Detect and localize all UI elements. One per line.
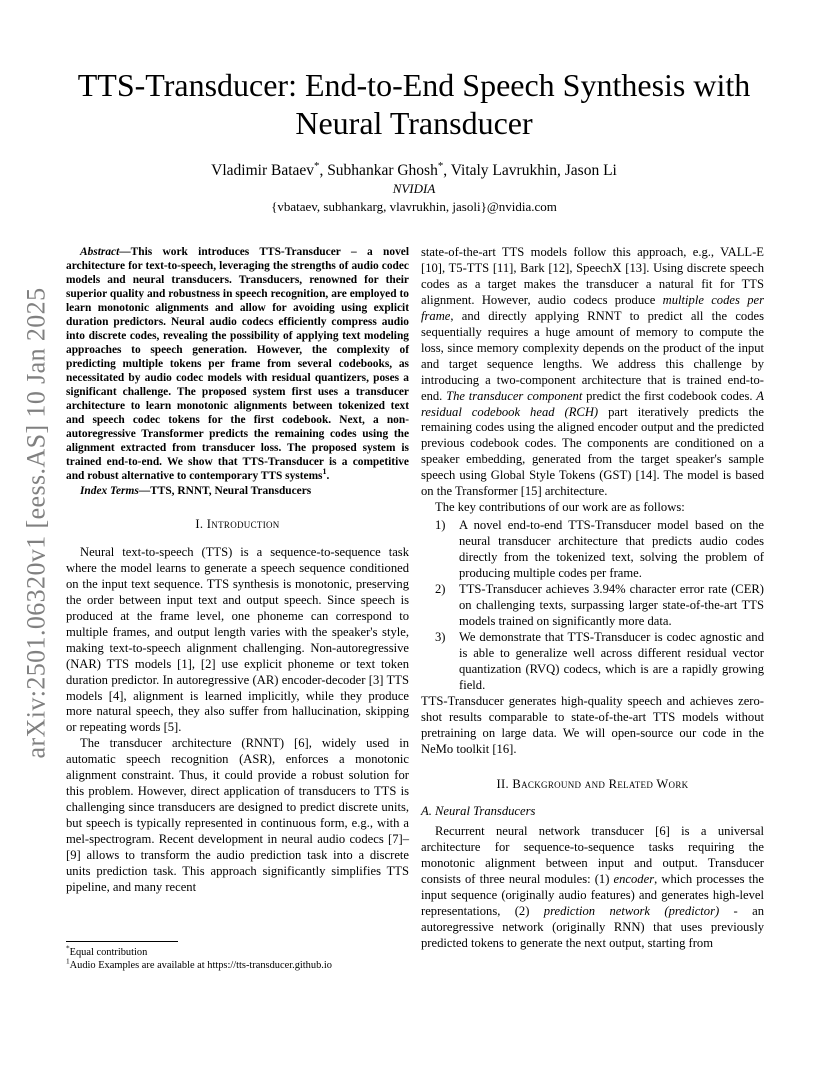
- abstract-end: .: [326, 470, 330, 482]
- section-heading-introduction: I. Introduction: [195, 517, 280, 531]
- arxiv-id-text: arXiv:2501.06320v1 [eess.AS] 10 Jan 2025: [21, 287, 51, 759]
- contributions-list: [421, 518, 764, 693]
- footnote: [66, 959, 409, 972]
- body-paragraph: TTS-Transducer generates high-quality speech and achieves zero-shot results comparable to state-of-the-art TTS models without pretraining on large data. We will open-source our code in the NeMo toolkit [16].: [421, 693, 764, 756]
- body-paragraph: [421, 824, 764, 952]
- footnote-mark: *: [66, 944, 70, 953]
- paper-title: TTS-Transducer: End-to-End Speech Synthesis with Neural Transducer: [77, 67, 751, 141]
- text-run: Recurrent neural network transducer [6] is a universal architecture for sequence-to-sequence tasks requiring the monotonic alignment between input and output. Transducer consists of three neural modules: (1): [421, 824, 764, 887]
- footnote-mark: 1: [66, 957, 70, 966]
- author-mark: *: [437, 159, 444, 172]
- author-name: Vitaly Lavrukhin: [450, 162, 558, 179]
- author-mark: *: [314, 159, 320, 172]
- author-name: Vladimir Bataev: [211, 162, 315, 179]
- footnote-ref: 1: [322, 467, 327, 477]
- index-terms-label: Index Terms: [80, 485, 139, 497]
- index-terms: [66, 484, 409, 498]
- right-column: [421, 245, 764, 952]
- body-paragraph: The transducer architecture (RNNT) [6], widely used in automatic speech recognition (ASR), enforces a monotonic alignment constraint. Thus, it could provide a robust solution for this problem. However, direct application of transducers to TTS is challenging since transducers are designed to predict discrete units, but speech is typically represented in continuous form, e.g., with a mel-spectrogram. Recent development in neural audio codecs [7]–[9] allows to transform the audio prediction task into a discrete units prediction task. This approach significantly simplifies TTS pipeline, and many recent: [66, 736, 409, 894]
- footnotes: [66, 941, 409, 972]
- index-terms-text: —TTS, RNNT, Neural Transducers: [138, 485, 312, 497]
- contributions-intro: The key contributions of our work are as follows:: [435, 500, 685, 515]
- left-column: [66, 245, 409, 896]
- list-text: A novel end-to-end TTS-Transducer model based on the neural transducer architecture that predicts audio codes directly from the tokenized text, solving the problem of producing multiple codes per frame.: [459, 518, 764, 581]
- subsection-heading: A. Neural Transducers: [421, 804, 536, 819]
- list-item: [421, 582, 764, 630]
- list-number: 1): [435, 518, 446, 533]
- emphasis: multiple codes per frame: [421, 292, 764, 323]
- text-run: , and directly applying RNNT to predict all the codes sequentially requires a huge amount of memory to compute the loss, since memory complexity depends on the product of the input and target sequence lengths. We address this challenge by introducing a two-component architecture that is trained end-to-end.: [421, 308, 764, 403]
- emphasis: A residual codebook head (RCH): [421, 388, 764, 419]
- abstract-text: —This work introduces TTS-Transducer – a novel architecture for text-to-speech, leveraging the strengths of audio codec models and neural transducers. Transducers, renowned for their superior quality and robustness in speech recognition, are employed to learn monotonic alignments and allow for avoiding using explicit duration predictors. Neural audio codecs efficiently compress audio into discrete codes, revealing the possibility of applying text modeling approaches to speech generation. However, the complexity of predicting multiple tokens per frame from several codebooks, as necessitated by audio codec models with residual quantizers, poses a significant challenge. The proposed system first uses a transducer architecture to learn monotonic alignments between tokenized text and speech codec tokens for the first codebook. Next, a non-autoregressive Transformer predicts the remaining codes using the alignment extracted from transducer loss. The proposed system is trained end-to-end. We show that TTS-Transducer is a competitive and robust alternative to contemporary TTS systems: [66, 246, 409, 482]
- author-name: Subhankar Ghosh: [327, 162, 438, 179]
- emphasis: encoder: [613, 872, 655, 887]
- footnote: [66, 946, 409, 959]
- text-run: part iteratively predicts the remaining codes using the aligned encoder output and the predicted previous codebook codes. The components are conditioned on a speaker embedding, generated from the target speaker's sample speech using Global Style Tokens (GST) [14]. The model is based on the Transformer [15] architecture.: [421, 404, 764, 499]
- text-run: - an autoregressive network (originally RNN) that uses previously predicted tokens to generate the next output, starting from: [421, 904, 764, 951]
- footnote-text: Audio Examples are available at https://tts-transducer.github.io: [69, 960, 332, 971]
- body-paragraph: Neural text-to-speech (TTS) is a sequence-to-sequence task where the model learns to generate a speech sequence conditioned on the input text sequence. TTS synthesis is monotonic, preserving the order between input text and output speech. Since speech is produced at the frame level, one phoneme can correspond to multiple frames, and output length varies with the speaker's style, making text-to-speech alignment challenging. Non-autoregressive (NAR) TTS models [1], [2] use explicit phoneme or text token duration predictor. In autoregressive (AR) encoder-decoder [3] TTS models [4], alignment is learned implicitly, while they produce more natural speech, they also suffer from hallucination, skipping or repeating words [5].: [66, 544, 409, 735]
- abstract-label: Abstract: [80, 246, 120, 258]
- footnote-text: Equal contribution: [69, 947, 148, 958]
- body-paragraph: [421, 245, 764, 500]
- author-emails: {vbataev, subhankarg, vlavrukhin, jasoli}@nvidia.com: [271, 199, 557, 214]
- list-number: 2): [435, 582, 446, 597]
- arxiv-identifier-stamp: [16, 284, 56, 762]
- affiliation: NVIDIA: [392, 181, 436, 196]
- text-run: , which processes the input sequence (originally audio features) and generates high-level representations, (2): [421, 872, 764, 919]
- list-item: [421, 630, 764, 694]
- section-heading-background: II. Background and Related Work: [496, 776, 689, 791]
- list-text: TTS-Transducer achieves 3.94% character error rate (CER) on challenging texts, surpassing larger state-of-the-art TTS models trained on significantly more data.: [459, 582, 764, 628]
- text-run: predict the first codebook codes.: [582, 388, 757, 403]
- list-item: [421, 518, 764, 582]
- author-name: Jason Li: [564, 162, 617, 179]
- footnote-rule: [66, 941, 178, 942]
- author-list: Vladimir Bataev*, Subhankar Ghosh*, Vitaly Lavrukhin, Jason Li: [211, 159, 617, 179]
- text-run: state-of-the-art TTS models follow this approach, e.g., VALL-E [10], T5-TTS [11], Bark [12], SpeechX [13]. Using discrete speech codes as a target makes the transducer a natural fit for TTS alignment. However, audio codecs produce: [421, 245, 764, 307]
- list-number: 3): [435, 629, 446, 644]
- abstract: [66, 245, 409, 483]
- emphasis: The transducer component: [446, 388, 583, 403]
- list-text: We demonstrate that TTS-Transducer is codec agnostic and is able to generalize well across different residual vector quantization (RVQ) codecs, which is are a rapidly growing field.: [459, 629, 764, 692]
- emphasis: prediction network (predictor): [543, 904, 720, 919]
